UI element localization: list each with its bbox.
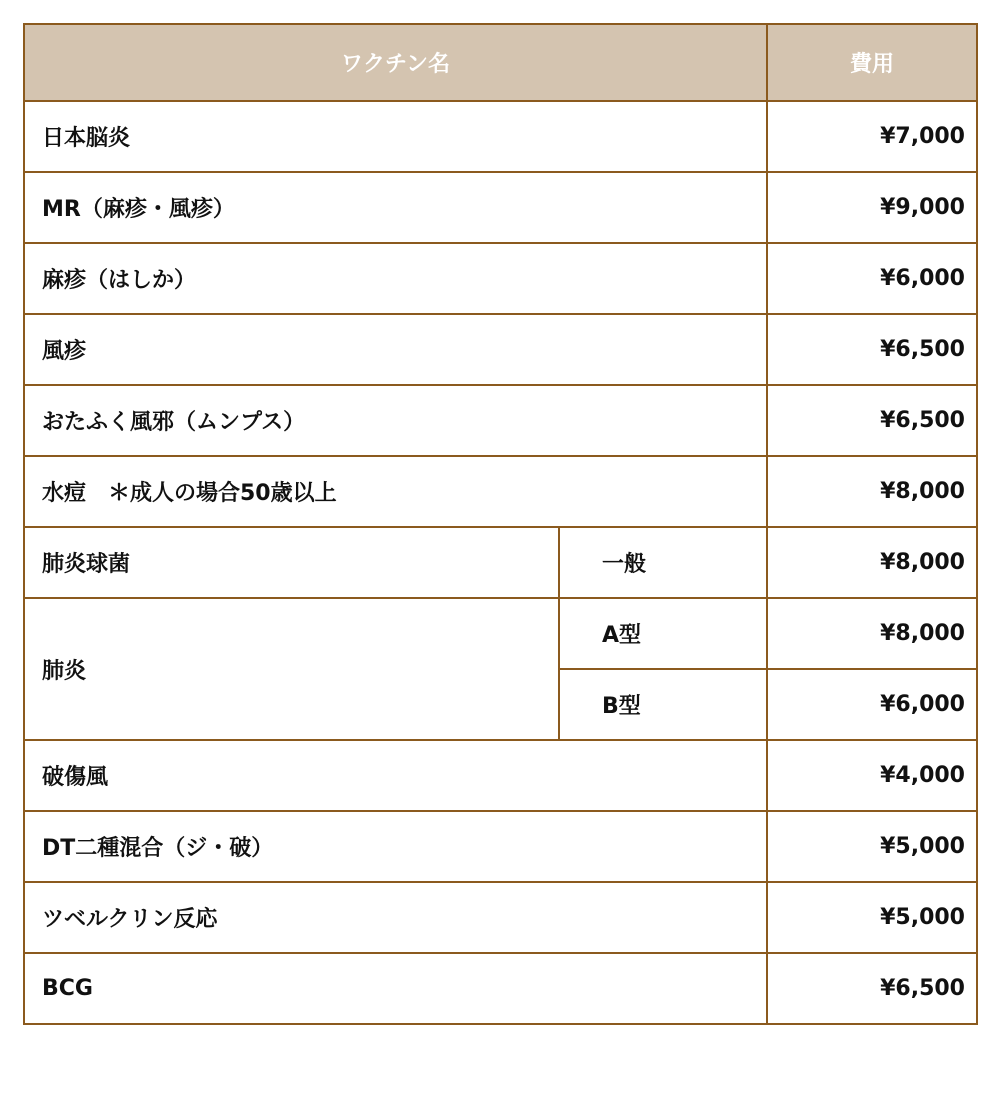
vaccine-cost: ¥8,000 [767, 598, 977, 669]
vaccine-name-header: ワクチン名 [24, 24, 767, 101]
vaccine-cost: ¥6,500 [767, 314, 977, 385]
table-row [24, 953, 977, 1024]
vaccine-name: おたふく風邪（ムンプス） [24, 385, 767, 456]
vaccine-cost: ¥5,000 [767, 882, 977, 953]
table-row [24, 740, 977, 811]
table-row [24, 314, 977, 385]
vaccine-name: MR（麻疹・風疹） [24, 172, 767, 243]
vaccine-cost: ¥8,000 [767, 456, 977, 527]
vaccine-name: 肺炎球菌 [24, 527, 559, 598]
vaccine-name: 麻疹（はしか） [24, 243, 767, 314]
table-row [24, 527, 977, 598]
vaccine-cost: ¥7,000 [767, 101, 977, 172]
table-row [24, 243, 977, 314]
table-row [24, 598, 977, 669]
vaccine-cost: ¥9,000 [767, 172, 977, 243]
vaccine-name: 破傷風 [24, 740, 767, 811]
vaccine-name: 肺炎 [24, 598, 559, 740]
vaccine-cost: ¥6,500 [767, 385, 977, 456]
vaccine-price-table [23, 23, 978, 1025]
table-header-row [24, 24, 977, 101]
vaccine-cost: ¥8,000 [767, 527, 977, 598]
vaccine-cost: ¥5,000 [767, 811, 977, 882]
table-row [24, 172, 977, 243]
vaccine-cost: ¥6,000 [767, 669, 977, 740]
table-row [24, 101, 977, 172]
vaccine-name: 水痘 ＊成人の場合50歳以上 [24, 456, 767, 527]
table-row [24, 385, 977, 456]
vaccine-subtype: A型 [559, 598, 767, 669]
vaccine-cost: ¥6,500 [767, 953, 977, 1024]
vaccine-cost: ¥6,000 [767, 243, 977, 314]
vaccine-cost: ¥4,000 [767, 740, 977, 811]
cost-header: 費用 [767, 24, 977, 101]
table-row [24, 456, 977, 527]
vaccine-name: ツベルクリン反応 [24, 882, 767, 953]
vaccine-name: BCG [24, 953, 767, 1024]
vaccine-name: 風疹 [24, 314, 767, 385]
table-row [24, 882, 977, 953]
vaccine-subtype: 一般 [559, 527, 767, 598]
vaccine-subtype: B型 [559, 669, 767, 740]
vaccine-name: DT二種混合（ジ・破） [24, 811, 767, 882]
vaccine-name: 日本脳炎 [24, 101, 767, 172]
table-row [24, 811, 977, 882]
